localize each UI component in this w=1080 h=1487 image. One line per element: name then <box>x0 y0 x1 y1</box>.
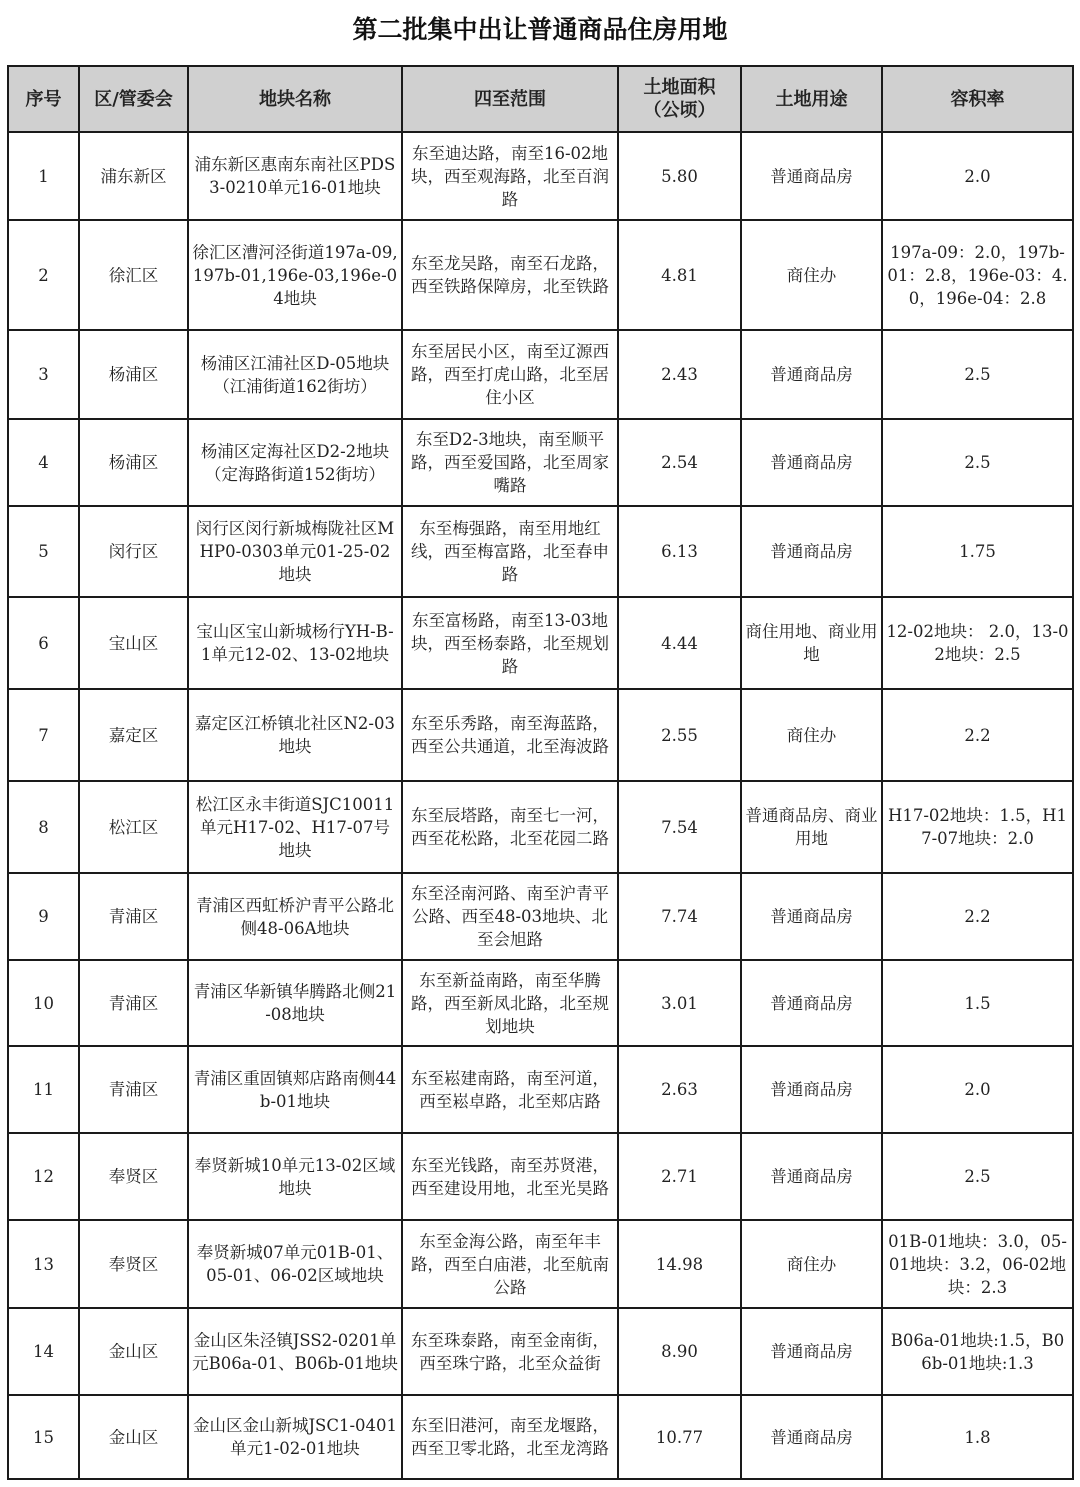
land-use-cell: 普通商品房 <box>741 1395 882 1479</box>
parcel-name-cell: 宝山区宝山新城杨行YH-B-1单元12-02、13-02地块 <box>188 597 402 689</box>
district-cell: 浦东新区 <box>79 132 188 220</box>
far-cell: 197a-09：2.0，197b-01：2.8，196e-03：4.0，196e-04：2.8 <box>882 220 1073 330</box>
parcel-name-cell: 闵行区闵行新城梅陇社区MHP0-0303单元01-25-02地块 <box>188 506 402 597</box>
far-cell: 2.0 <box>882 1046 1073 1133</box>
district-cell: 青浦区 <box>79 960 188 1046</box>
district-cell: 闵行区 <box>79 506 188 597</box>
area-cell: 2.54 <box>618 419 741 506</box>
bounds-cell: 东至乐秀路，南至海蓝路，西至公共通道，北至海波路 <box>402 689 618 781</box>
district-cell: 金山区 <box>79 1395 188 1479</box>
far-cell: 1.5 <box>882 960 1073 1046</box>
area-cell: 2.63 <box>618 1046 741 1133</box>
row-number: 10 <box>8 960 79 1046</box>
far-cell: 2.5 <box>882 330 1073 419</box>
bounds-cell: 东至新益南路，南至华腾路，西至新凤北路，北至规划地块 <box>402 960 618 1046</box>
bounds-cell: 东至D2-3地块，南至顺平路，西至爱国路，北至周家嘴路 <box>402 419 618 506</box>
area-cell: 2.55 <box>618 689 741 781</box>
district-cell: 奉贤区 <box>79 1133 188 1220</box>
row-number: 12 <box>8 1133 79 1220</box>
row-number: 5 <box>8 506 79 597</box>
district-cell: 嘉定区 <box>79 689 188 781</box>
far-cell: 01B-01地块：3.0，05-01地块：3.2，06-02地块：2.3 <box>882 1220 1073 1308</box>
land-use-cell: 普通商品房 <box>741 960 882 1046</box>
land-use-cell: 普通商品房 <box>741 1046 882 1133</box>
land-use-cell: 普通商品房、商业用地 <box>741 781 882 873</box>
bounds-cell: 东至旧港河，南至龙堰路，西至卫零北路，北至龙湾路 <box>402 1395 618 1479</box>
table-header-row <box>8 66 1073 132</box>
parcel-name-cell: 金山区金山新城JSC1-0401单元1-02-01地块 <box>188 1395 402 1479</box>
area-cell: 4.81 <box>618 220 741 330</box>
area-cell: 10.77 <box>618 1395 741 1479</box>
land-use-cell: 普通商品房 <box>741 873 882 960</box>
parcel-name-cell: 杨浦区定海社区D2-2地块（定海路街道152街坊） <box>188 419 402 506</box>
header-district: 区/管委会 <box>79 66 188 132</box>
table-row <box>8 1395 1073 1479</box>
far-cell: 2.5 <box>882 419 1073 506</box>
far-cell: 2.2 <box>882 873 1073 960</box>
far-cell: 2.0 <box>882 132 1073 220</box>
table-row <box>8 1133 1073 1220</box>
district-cell: 奉贤区 <box>79 1220 188 1308</box>
table-row <box>8 960 1073 1046</box>
bounds-cell: 东至居民小区，南至辽源西路，西至打虎山路，北至居住小区 <box>402 330 618 419</box>
district-cell: 徐汇区 <box>79 220 188 330</box>
area-cell: 4.44 <box>618 597 741 689</box>
bounds-cell: 东至珠泰路，南至金南街，西至珠宁路，北至众益街 <box>402 1308 618 1395</box>
area-cell: 7.74 <box>618 873 741 960</box>
land-use-cell: 商住用地、商业用地 <box>741 597 882 689</box>
parcel-name-cell: 青浦区重固镇郏店路南侧44b-01地块 <box>188 1046 402 1133</box>
land-use-cell: 普通商品房 <box>741 419 882 506</box>
far-cell: 2.2 <box>882 689 1073 781</box>
land-use-cell: 商住办 <box>741 1220 882 1308</box>
area-cell: 3.01 <box>618 960 741 1046</box>
far-cell: 12-02地块： 2.0，13-02地块：2.5 <box>882 597 1073 689</box>
row-number: 1 <box>8 132 79 220</box>
row-number: 3 <box>8 330 79 419</box>
table-row <box>8 419 1073 506</box>
parcel-name-cell: 奉贤新城07单元01B-01、05-01、06-02区域地块 <box>188 1220 402 1308</box>
land-use-cell: 普通商品房 <box>741 506 882 597</box>
far-cell: H17-02地块：1.5，H17-07地块：2.0 <box>882 781 1073 873</box>
far-cell: 1.75 <box>882 506 1073 597</box>
bounds-cell: 东至梅强路，南至用地红线，西至梅富路，北至春申路 <box>402 506 618 597</box>
row-number: 6 <box>8 597 79 689</box>
table-row <box>8 1046 1073 1133</box>
bounds-cell: 东至泾南河路、南至沪青平公路、西至48-03地块、北至会旭路 <box>402 873 618 960</box>
table-row <box>8 330 1073 419</box>
land-use-cell: 普通商品房 <box>741 1308 882 1395</box>
land-use-cell: 商住办 <box>741 689 882 781</box>
district-cell: 青浦区 <box>79 873 188 960</box>
district-cell: 松江区 <box>79 781 188 873</box>
land-use-cell: 普通商品房 <box>741 330 882 419</box>
row-number: 14 <box>8 1308 79 1395</box>
table-row <box>8 1308 1073 1395</box>
table-row <box>8 220 1073 330</box>
district-cell: 杨浦区 <box>79 330 188 419</box>
area-cell: 6.13 <box>618 506 741 597</box>
table-row <box>8 597 1073 689</box>
row-number: 8 <box>8 781 79 873</box>
parcel-name-cell: 徐汇区漕河泾街道197a-09,197b-01,196e-03,196e-04地块 <box>188 220 402 330</box>
row-number: 15 <box>8 1395 79 1479</box>
table-row <box>8 781 1073 873</box>
area-cell: 2.43 <box>618 330 741 419</box>
bounds-cell: 东至龙吴路，南至石龙路，西至铁路保障房，北至铁路 <box>402 220 618 330</box>
district-cell: 宝山区 <box>79 597 188 689</box>
bounds-cell: 东至崧建南路，南至河道，西至崧卓路，北至郏店路 <box>402 1046 618 1133</box>
row-number: 13 <box>8 1220 79 1308</box>
far-cell: B06a-01地块:1.5，B06b-01地块:1.3 <box>882 1308 1073 1395</box>
header-far: 容积率 <box>882 66 1073 132</box>
bounds-cell: 东至迪达路，南至16-02地块，西至观海路，北至百润路 <box>402 132 618 220</box>
far-cell: 2.5 <box>882 1133 1073 1220</box>
land-use-cell: 普通商品房 <box>741 132 882 220</box>
parcel-name-cell: 杨浦区江浦社区D-05地块（江浦街道162街坊） <box>188 330 402 419</box>
document-title: 第二批集中出让普通商品住房用地 <box>352 15 728 44</box>
header-area: 土地面积（公顷） <box>618 66 741 132</box>
district-cell: 青浦区 <box>79 1046 188 1133</box>
bounds-cell: 东至富杨路，南至13-03地块，西至杨泰路，北至规划路 <box>402 597 618 689</box>
area-cell: 8.90 <box>618 1308 741 1395</box>
table-row <box>8 873 1073 960</box>
bounds-cell: 东至光钱路，南至苏贤港，西至建设用地，北至光昊路 <box>402 1133 618 1220</box>
table-row <box>8 506 1073 597</box>
district-cell: 杨浦区 <box>79 419 188 506</box>
table-row <box>8 689 1073 781</box>
row-number: 11 <box>8 1046 79 1133</box>
header-land-use: 土地用途 <box>741 66 882 132</box>
land-use-cell: 普通商品房 <box>741 1133 882 1220</box>
area-cell: 2.71 <box>618 1133 741 1220</box>
row-number: 7 <box>8 689 79 781</box>
parcel-name-cell: 松江区永丰街道SJC10011单元H17-02、H17-07号地块 <box>188 781 402 873</box>
parcel-name-cell: 金山区朱泾镇JSS2-0201单元B06a-01、B06b-01地块 <box>188 1308 402 1395</box>
area-cell: 14.98 <box>618 1220 741 1308</box>
table-row <box>8 1220 1073 1308</box>
parcel-name-cell: 奉贤新城10单元13-02区域地块 <box>188 1133 402 1220</box>
header-parcel-name: 地块名称 <box>188 66 402 132</box>
parcel-name-cell: 青浦区西虹桥沪青平公路北侧48-06A地块 <box>188 873 402 960</box>
land-parcel-table <box>7 65 1074 1480</box>
far-cell: 1.8 <box>882 1395 1073 1479</box>
row-number: 2 <box>8 220 79 330</box>
parcel-name-cell: 浦东新区惠南东南社区PDS3-0210单元16-01地块 <box>188 132 402 220</box>
land-use-cell: 商住办 <box>741 220 882 330</box>
bounds-cell: 东至辰塔路，南至七一河，西至花松路，北至花园二路 <box>402 781 618 873</box>
area-cell: 7.54 <box>618 781 741 873</box>
header-no: 序号 <box>8 66 79 132</box>
table-row <box>8 132 1073 220</box>
area-cell: 5.80 <box>618 132 741 220</box>
parcel-name-cell: 青浦区华新镇华腾路北侧21-08地块 <box>188 960 402 1046</box>
parcel-name-cell: 嘉定区江桥镇北社区N2-03地块 <box>188 689 402 781</box>
row-number: 4 <box>8 419 79 506</box>
district-cell: 金山区 <box>79 1308 188 1395</box>
bounds-cell: 东至金海公路，南至年丰路，西至白庙港，北至航南公路 <box>402 1220 618 1308</box>
row-number: 9 <box>8 873 79 960</box>
header-bounds: 四至范围 <box>402 66 618 132</box>
